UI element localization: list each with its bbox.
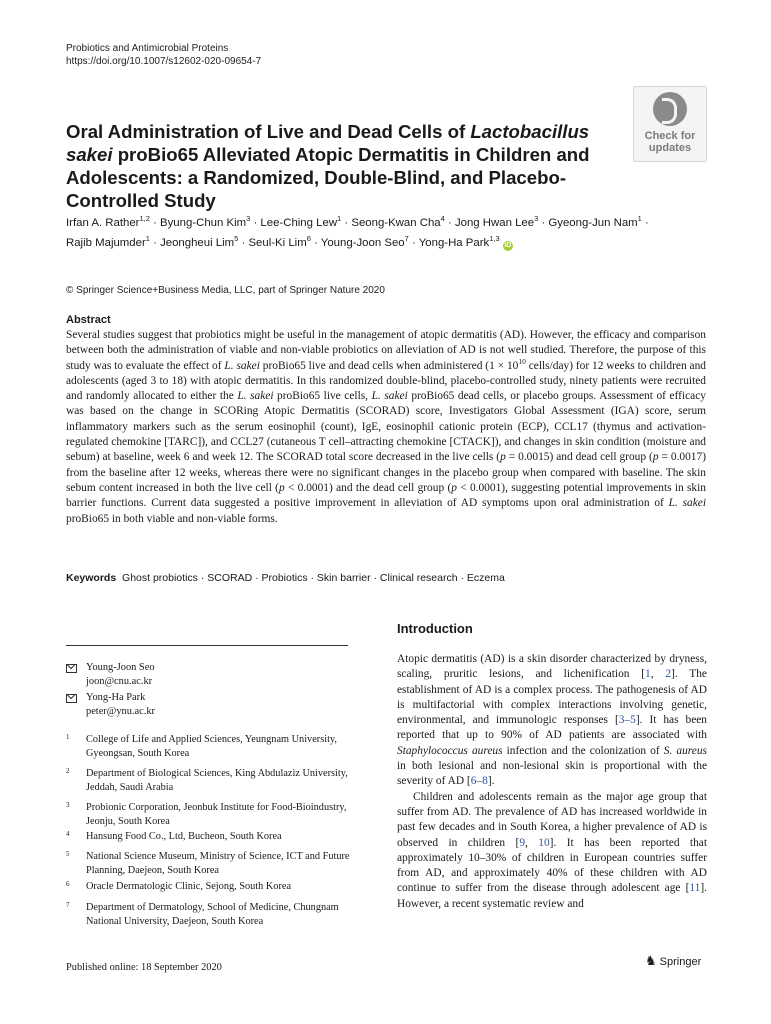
doi-link[interactable]: https://doi.org/10.1007/s12602-020-09654-7: [66, 56, 262, 67]
section-heading-introduction: Introduction: [397, 621, 473, 636]
envelope-icon: [66, 664, 77, 673]
contact-email[interactable]: peter@ynu.ac.kr: [86, 705, 155, 717]
paragraph: Atopic dermatitis (AD) is a skin disorder characterized by dryness, scaling, pruritic lesions, and lichenification [1, 2]. The establishment of AD is a complex process. The pathogenesis of AD is multifactorial with complex interactions involving genetic, environmental, and immunologic responses [3–5]. It has been reported that up to 90% of AD patients are associated with Staphylococcus aureus infection and the colonization of S. aureus in both lesional and non-lesional skin is proportional with the severity of AD [6–8].: [397, 653, 707, 788]
check-for-updates-badge[interactable]: [633, 86, 707, 162]
author-list: Irfan A. Rather$^{1,2}$ · Byung-Chun Kim$^3$ · Lee-Ching Lew$^1$ · Seong-Kwan Cha$^4$ · Jong Hwan Lee$^3$ · Gyeong-Jun Nam$^1$ · Rajib Majumder$^1$ · Jeongheui Lim$^5$ · Seul-Ki Lim$^6$ · Young-Joon Seo$^7$ · Yong-Ha Park$^{1,3}$ iD: [66, 214, 649, 249]
publisher-logo: ♞ Springer: [645, 953, 702, 968]
citation-link[interactable]: 2: [665, 668, 672, 681]
author[interactable]: Yong-Ha Park$^{1,3}$: [418, 234, 500, 249]
author[interactable]: Gyeong-Jun Nam$^1$: [548, 214, 642, 229]
article-title: Oral Administration of Live and Dead Cells of Lactobacillus sakei proBio65 Alleviated Atopic Dermatitis in Children and Adolescents: a Randomized, Double-Blind, and Placebo-Controlled Study: [66, 121, 590, 211]
contact-email[interactable]: joon@cnu.ac.kr: [86, 675, 153, 687]
envelope-icon: [66, 694, 77, 703]
badge-line-2: updates: [648, 142, 692, 154]
citation-link[interactable]: 10: [538, 836, 550, 849]
citation-link[interactable]: 6–8: [470, 775, 488, 788]
contact-name: Young-Joon Seo: [86, 662, 155, 673]
orcid-icon[interactable]: iD: [504, 242, 512, 249]
keywords-label: Keywords: [66, 572, 117, 584]
footnote-divider: [66, 645, 348, 646]
abstract-heading: Abstract: [66, 314, 111, 326]
abstract-body: Several studies suggest that probiotics might be useful in the management of atopic dermatitis (AD). However, the efficacy and comparison between both the administration of viable and non-viable probiotics on alleviation of AD is not well studied. Therefore, the purpose of this study was to evaluate the effect of L. sakei proBio65 live and dead cells when administered ($1 \times 10^{10}$ cells/day) for 12 weeks to children and adolescents (aged 3 to 18) with atopic dermatitis. In this randomized double-blind, placebo-controlled study, ninety patients were recruited and randomly allocated to either the L. sakei proBio65 live cells, L. sakei proBio65 dead cells, or placebo groups. Assessment of efficacy was based on the change in SCORing Atopic Dermatitis (SCORAD) score, Investigators Global Assessment (IGA) score, serum inflammatory markers such as the serum eosinophil (count), IgE, eosinophil cationic protein (ECP), CCL17 (thymus and activation-regulated chemokine [TARC]), and CCL27 (cutaneous T cell–attracting chemokine [CTACK]), and changes in skin condition (moisture and sebum) at baseline, week 6 and week 12. The SCORAD total score decreased in the live cells (p = 0.0015) and dead cell group (p = 0.0017) from the baseline after 12 weeks, whereas there were no significant changes in the placebo group when compared with baseline. The skin sebum content increased in both the live cell (p < 0.0001) and the dead cell group (p < 0.0001), suggesting potential improvements in skin barrier functions. Current data suggested a positive improvement in alleviation of AD symptoms upon oral administration of L. sakei proBio65 in both viable and non-viable forms.: [66, 329, 706, 525]
published-date: Published online: 18 September 2020: [66, 962, 222, 973]
introduction-body: [397, 652, 707, 912]
author[interactable]: Irfan A. Rather$^{1,2}$: [66, 214, 150, 229]
springer-horse-icon: ♞: [645, 953, 657, 968]
citation-link[interactable]: 3–5: [618, 714, 636, 727]
author[interactable]: Seul-Ki Lim$^6$: [248, 234, 311, 249]
copyright-notice: © Springer Science+Business Media, LLC, part of Springer Nature 2020: [66, 285, 385, 296]
author[interactable]: Young-Joon Seo$^7$: [320, 234, 409, 249]
keywords-list: Ghost probiotics · SCORAD · Probiotics · Skin barrier · Clinical research · Eczema: [122, 572, 505, 584]
citation-link[interactable]: 11: [689, 882, 701, 895]
badge-line-1: Check for: [644, 130, 696, 142]
author[interactable]: Byung-Chun Kim$^3$: [160, 214, 251, 229]
keywords: [66, 572, 505, 584]
author[interactable]: Jeongheui Lim$^5$: [160, 234, 239, 249]
author[interactable]: Jong Hwan Lee$^3$: [454, 214, 539, 229]
author[interactable]: Lee-Ching Lew$^1$: [260, 214, 342, 229]
citation-link[interactable]: 1: [645, 668, 651, 681]
citation-link[interactable]: 9: [519, 836, 526, 849]
author[interactable]: Rajib Majumder$^1$: [66, 234, 150, 249]
author[interactable]: Seong-Kwan Cha$^4$: [351, 214, 445, 229]
paragraph: Children and adolescents remain as the major age group that suffer from AD. The prevalence of AD has increased worldwide in past few decades and in South Korea, a higher prevalence of AD is observed in children [9, 10]. It has been reported that approximately 10–30% of children in European countries suffer from AD, and approximately 40% of these children with AD continue to suffer from the disease through adolescent age [11]. However, a recent systematic review and: [397, 790, 708, 910]
running-header: [66, 42, 261, 68]
crossmark-icon: [653, 92, 687, 126]
contact-name: Yong-Ha Park: [86, 692, 146, 703]
journal-name: Probiotics and Antimicrobial Proteins: [66, 43, 229, 54]
